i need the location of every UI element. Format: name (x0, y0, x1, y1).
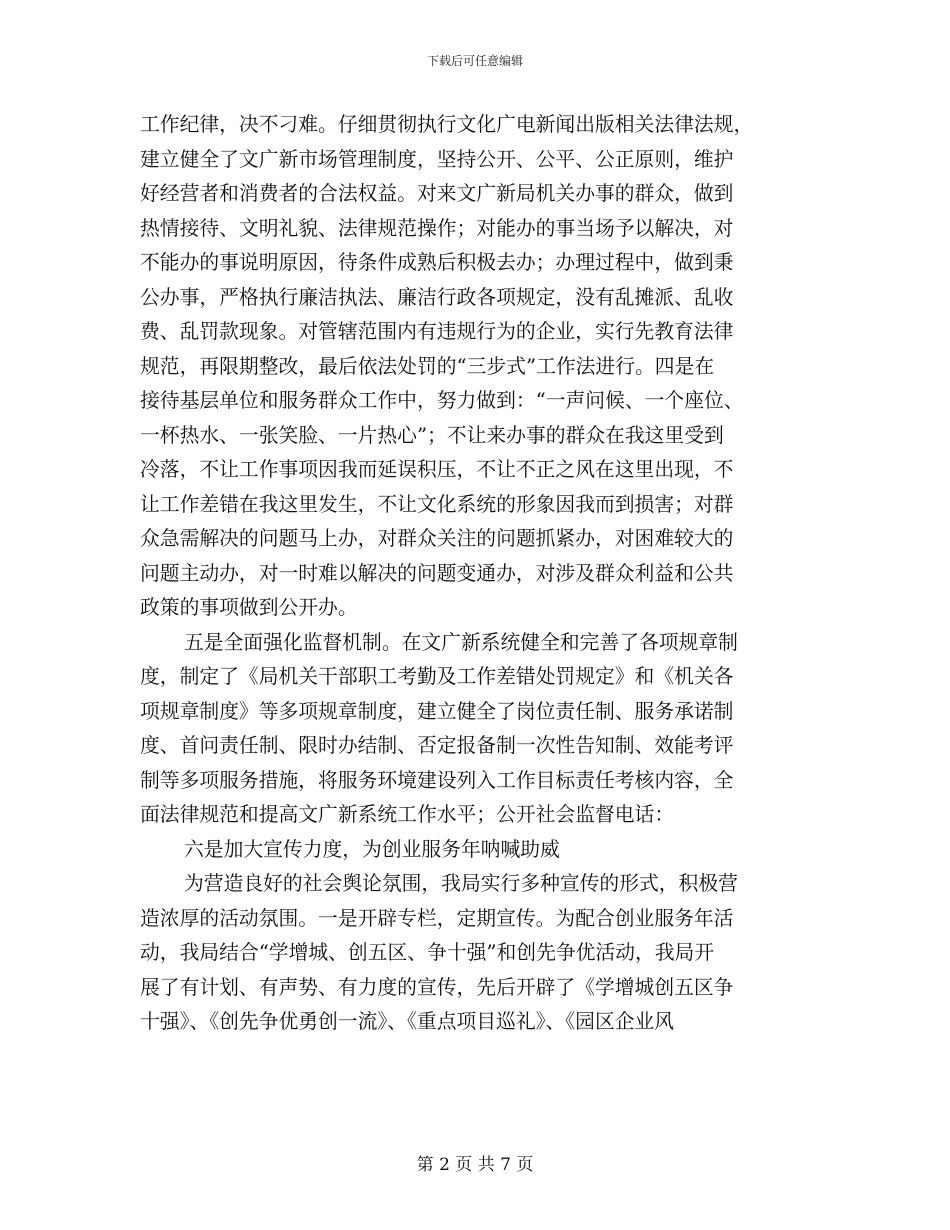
body-line: 众急需解决的问题马上办，对群众关注的问题抓紧办，对困难较大的 (140, 527, 734, 550)
body-line: 制等多项服务措施，将服务环境建设列入工作目标责任考核内容，全 (140, 768, 734, 792)
body-line: 冷落，不让工作事项因我而延误积压，不让不正之风在这里出现，不 (140, 458, 734, 481)
body-line: 接待基层单位和服务群众工作中，努力做到：“一声问候、一个座位、 (140, 389, 744, 412)
body-line: 规范，再限期整改，最后依法处罚的“三步式”工作法进行。四是在 (140, 354, 715, 378)
body-line: 让工作差错在我这里发生，不让文化系统的形象因我而到损害；对群 (140, 492, 734, 516)
body-line: 六是加大宣传力度，为创业服务年呐喊助威 (184, 837, 560, 861)
body-line: 项规章制度》等多项规章制度，建立健全了岗位责任制、服务承诺制 (140, 699, 734, 723)
body-line: 面法律规范和提高文广新系统工作水平；公开社会监督电话： (140, 803, 675, 826)
body-line: 展了有计划、有声势、有力度的宣传，先后开辟了《学增城创五区争 (140, 975, 734, 999)
body-line: 热情接待、文明礼貌、法律规范操作；对能办的事当场予以解决，对 (140, 216, 734, 240)
body-line: 度，制定了《局机关干部职工考勤及工作差错处罚规定》和《机关各 (140, 665, 734, 688)
body-line: 一杯热水、一张笑脸、一片热心”；不让来办事的群众在我这里受到 (140, 423, 724, 447)
body-line: 十强》、《创先争优勇创一流》、《重点项目巡礼》、《园区企业风 (140, 1010, 675, 1033)
page-footer: 第 2 页 共 7 页 (416, 1155, 534, 1175)
body-line: 五是全面强化监督机制。在文广新系统健全和完善了各项规章制 (184, 630, 738, 654)
body-line: 建立健全了文广新市场管理制度，坚持公开、公平、公正原则，维护 (140, 147, 734, 171)
body-line: 公办事，严格执行廉洁执法、廉洁行政各项规定，没有乱摊派、乱收 (140, 285, 734, 309)
body-line: 好经营者和消费者的合法权益。对来文广新局机关办事的群众，做到 (140, 182, 734, 205)
body-line: 不能办的事说明原因，待条件成熟后积极去办；办理过程中，做到秉 (140, 251, 734, 274)
body-line: 费、乱罚款现象。对管辖范围内有违规行为的企业，实行先教育法律 (140, 320, 734, 343)
body-line: 为营造良好的社会舆论氛围，我局实行多种宣传的形式，积极营 (184, 872, 738, 895)
body-line: 工作纪律，决不刁难。仔细贯彻执行文化广电新闻出版相关法律法规， (140, 113, 754, 136)
body-line: 政策的事项做到公开办。 (140, 596, 358, 619)
body-line: 度、首问责任制、限时办结制、否定报备制一次性告知制、效能考评 (140, 734, 734, 757)
body-line: 问题主动办，对一时难以解决的问题变通办，对涉及群众利益和公共 (140, 561, 734, 585)
page-header: 下载后可任意编辑 (426, 54, 523, 68)
body-line: 造浓厚的活动氛围。一是开辟专栏，定期宣传。为配合创业服务年活 (140, 906, 734, 930)
body-line: 动，我局结合“学增城、创五区、争十强”和创先争优活动，我局开 (140, 941, 715, 964)
body-text (140, 108, 820, 1040)
